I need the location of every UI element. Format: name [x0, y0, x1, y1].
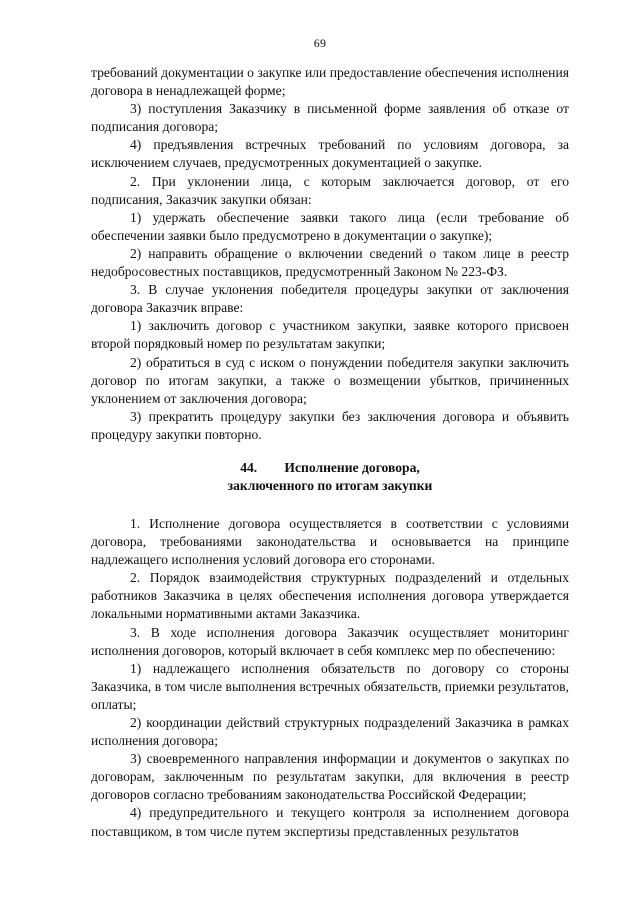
- paragraphs-bottom: [91, 515, 569, 841]
- paragraph: 4) предъявления встречных требований по условиям договора, за исключением случаев, предусмотренных документацией о закупке.: [91, 137, 569, 171]
- paragraph: 3) поступления Заказчику в письменной форме заявления об отказе от подписания договора;: [91, 101, 569, 135]
- paragraph: 1) удержать обеспечение заявки такого лица (если требование об обеспечении заявки было предусмотрено в документации о закупке);: [91, 209, 569, 243]
- paragraph: 3) своевременного направления информации и документов о закупках по договорам, заключенным по результатам закупки, для включения в реестр договоров согласно требованиям законодательства Российской Федерации;: [91, 751, 569, 803]
- paragraph: 1) заключить договор с участником закупки, заявке которого присвоен второй порядковый номер по результатам закупки;: [91, 318, 569, 352]
- page-number: 69: [313, 36, 327, 50]
- paragraph: 2. При уклонении лица, с которым заключается договор, от его подписания, Заказчик закупки обязан:: [91, 173, 569, 207]
- page-content: [91, 64, 569, 841]
- paragraph: 4) предупредительного и текущего контроля за исполнением договора поставщиком, в том числе путем экспертизы представленных результатов: [91, 805, 569, 839]
- paragraph: 2) направить обращение о включении сведений о таком лице в реестр недобросовестных поставщиков, предусмотренный Законом № 223-ФЗ.: [91, 245, 569, 280]
- paragraphs-top: [91, 64, 569, 444]
- section-heading-line1: 44. Исполнение договора,: [240, 459, 420, 475]
- paragraph: 3. В случае уклонения победителя процедуры закупки от заключения договора Заказчик вправе:: [91, 282, 569, 316]
- paragraph: требований документации о закупке или предоставление обеспечения исполнения договора в ненадлежащей форме;: [91, 65, 569, 99]
- paragraph: 1. Исполнение договора осуществляется в соответствии с условиями договора, требованиями законодательства и основывается на принципе надлежащего исполнения условий договора его сторонами.: [91, 515, 569, 568]
- paragraph: 3. В ходе исполнения договора Заказчик осуществляет мониторинг исполнения договоров, который включает в себя комплекс мер по обеспечению:: [91, 624, 569, 658]
- paragraph: 3) прекратить процедуру закупки без заключения договора и объявить процедуру закупки повторно.: [91, 408, 569, 442]
- paragraph: 2) координации действий структурных подразделений Заказчика в рамках исполнения договора;: [91, 715, 569, 749]
- paragraph: 2) обратиться в суд с иском о понуждении победителя закупки заключить договор по итогам закупки, а также о возмещении убытков, причиненных уклонением от заключения договора;: [91, 354, 569, 406]
- paragraph: 1) надлежащего исполнения обязательств по договору со стороны Заказчика, в том числе выполнения встречных обязательств, приемки результатов, оплаты;: [91, 660, 569, 712]
- section-heading-line2: заключенного по итогам закупки: [227, 478, 433, 494]
- paragraph: 2. Порядок взаимодействия структурных подразделений и отдельных работников Заказчика в целях обеспечения исполнения договора утверждается локальными нормативными актами Заказчика.: [91, 570, 569, 622]
